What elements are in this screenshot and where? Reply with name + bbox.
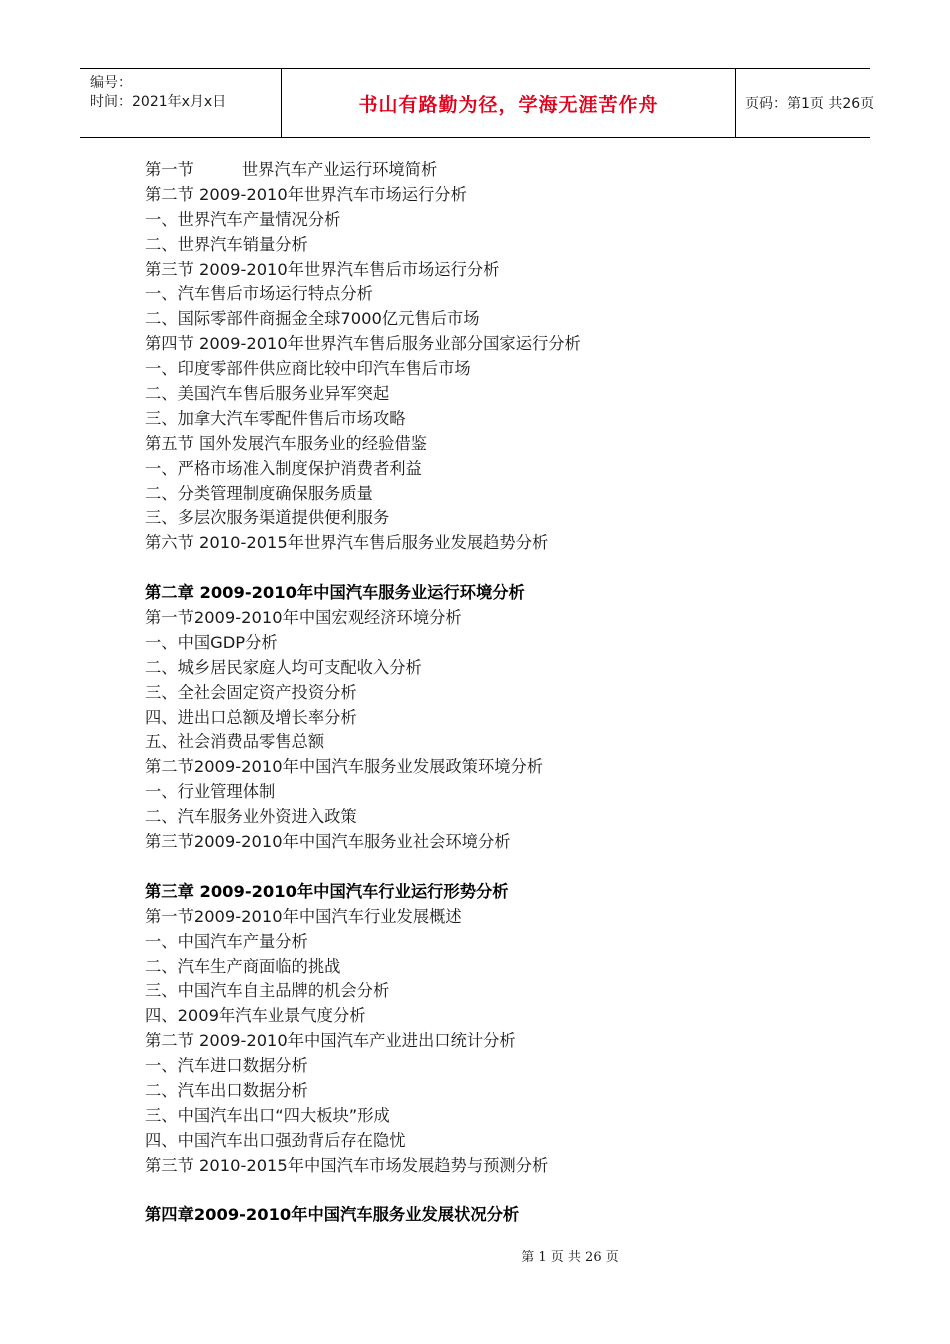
date-label: 时间：2021年x月x日 (90, 94, 227, 110)
toc-line: 三、加拿大汽车零配件售后市场攻略 (145, 408, 406, 428)
toc-line: 一、世界汽车产量情况分析 (145, 209, 341, 229)
toc-line: 三、多层次服务渠道提供便利服务 (145, 508, 390, 528)
serial-label: 编号： (90, 75, 132, 91)
toc-line: 三、中国汽车出口“四大板块”形成 (145, 1105, 390, 1125)
toc-line: 一、中国GDP分析 (145, 632, 278, 652)
toc-line: 第一节2009-2010年中国汽车行业发展概述 (145, 906, 462, 926)
toc-line: 四、2009年汽车业景气度分析 (145, 1006, 366, 1026)
toc-line: 一、汽车进口数据分析 (145, 1056, 308, 1076)
toc-line: 一、行业管理体制 (145, 782, 276, 802)
motto-text: 书山有路勤为径，学海无涯苦作舟 (358, 93, 659, 116)
toc-line: 第五节 国外发展汽车服务业的经验借鉴 (145, 433, 427, 453)
toc-line: 四、中国汽车出口强劲背后存在隐忧 (145, 1130, 406, 1150)
toc-line: 第三节 2009-2010年世界汽车售后市场运行分析 (145, 259, 500, 279)
toc-line (145, 158, 865, 183)
header-info-cell (80, 69, 281, 137)
toc-line: 二、汽车出口数据分析 (145, 1080, 308, 1100)
toc-line: 第一节2009-2010年中国宏观经济环境分析 (145, 608, 462, 628)
page-footer: 第 1 页 共 26 页 (521, 1250, 619, 1265)
chapter-heading: 第二章 2009-2010年中国汽车服务业运行环境分析 (145, 583, 525, 603)
table-of-contents (145, 158, 865, 1228)
page-header (80, 68, 875, 138)
toc-line: 二、世界汽车销量分析 (145, 234, 308, 254)
toc-line: 第二节 2009-2010年中国汽车产业进出口统计分析 (145, 1031, 516, 1051)
chapter-heading: 第三章 2009-2010年中国汽车行业运行形势分析 (145, 881, 509, 901)
toc-line: 第二节 2009-2010年世界汽车市场运行分析 (145, 184, 467, 204)
toc-line: 二、汽车服务业外资进入政策 (145, 807, 357, 827)
toc-line: 第三节2009-2010年中国汽车服务业社会环境分析 (145, 832, 511, 852)
toc-line: 一、中国汽车产量分析 (145, 931, 308, 951)
chapter-heading: 第四章2009-2010年中国汽车服务业发展状况分析 (145, 1205, 520, 1225)
toc-line: 二、城乡居民家庭人均可支配收入分析 (145, 657, 422, 677)
toc-line: 第四节 2009-2010年世界汽车售后服务业部分国家运行分析 (145, 334, 581, 354)
toc-line: 二、国际零部件商掘金全球7000亿元售后市场 (145, 309, 480, 329)
toc-line: 一、印度零部件供应商比较中印汽车售后市场 (145, 359, 471, 379)
toc-line: 三、中国汽车自主品牌的机会分析 (145, 981, 390, 1001)
header-page-cell (735, 69, 875, 137)
toc-line: 一、严格市场准入制度保护消费者利益 (145, 458, 422, 478)
toc-line: 第二节2009-2010年中国汽车服务业发展政策环境分析 (145, 757, 544, 777)
toc-line: 二、分类管理制度确保服务质量 (145, 483, 373, 503)
toc-line: 二、美国汽车售后服务业异军突起 (145, 384, 390, 404)
header-motto-cell (281, 69, 736, 137)
toc-section-number: 第一节 (145, 160, 194, 179)
toc-section-title: 世界汽车产业运行环境简析 (241, 160, 438, 179)
toc-line: 三、全社会固定资产投资分析 (145, 682, 357, 702)
toc-line: 第三节 2010-2015年中国汽车市场发展趋势与预测分析 (145, 1155, 549, 1175)
toc-line: 四、进出口总额及增长率分析 (145, 707, 357, 727)
toc-line: 第六节 2010-2015年世界汽车售后服务业发展趋势分析 (145, 533, 549, 553)
toc-line: 一、汽车售后市场运行特点分析 (145, 284, 373, 304)
page-label: 页码：第1页 共26页 (745, 96, 875, 112)
toc-line: 五、社会消费品零售总额 (145, 732, 325, 752)
toc-line: 二、汽车生产商面临的挑战 (145, 956, 341, 976)
